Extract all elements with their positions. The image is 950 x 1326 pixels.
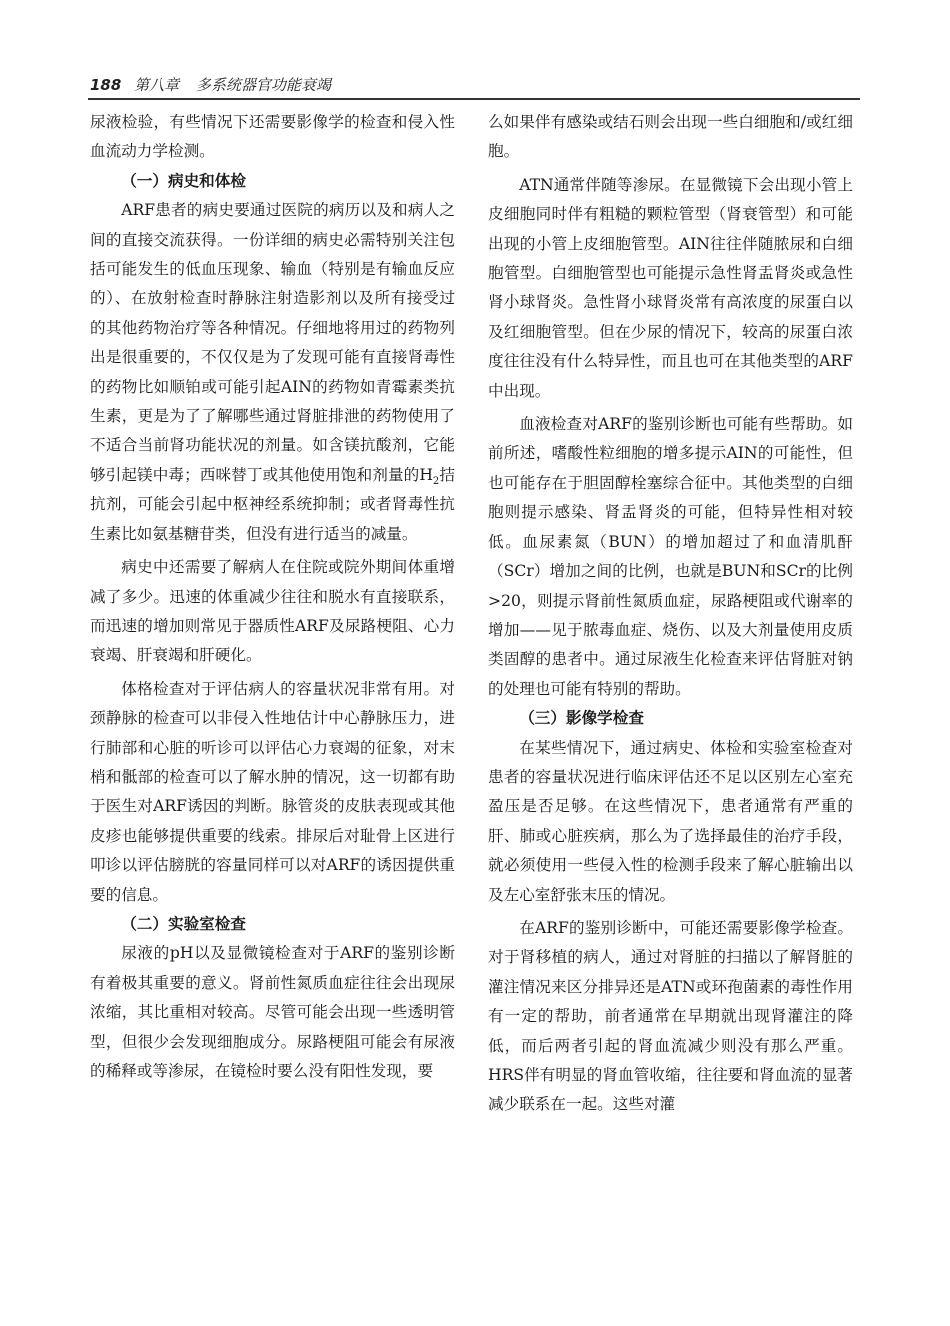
paragraph-blood-test: 血液检查对ARF的鉴别诊断也可能有些帮助。如前所述，嗜酸性粒细胞的增多提示AIN的可能性，但也可能存在于胆固醇栓塞综合征中。其他类型的白细胞则提示感染、肾盂肾炎的可能，但特异性相对较低。血尿素氮（BUN）的增加超过了和血清肌酐（SCr）增加之间的比例，也就是BUN和SCr的比例>20，则提示肾前性氮质血症，尿路梗阻或代谢率的增加——见于脓毒血症、烧伤、以及大剂量使用皮质类固醇的患者中。通过尿液生化检查来评估肾脏对钠的处理也可能有特别的帮助。 (488, 415, 853, 698)
chapter-number: 第八章 (134, 76, 180, 94)
paragraph-continued: 尿液检验，有些情况下还需要影像学的检查和侵入性血流动力学检测。 (90, 113, 455, 161)
section-heading-imaging: （三）影像学检查 (519, 709, 644, 728)
paragraph-continued-right: 么如果伴有感染或结石则会出现一些白细胞和/或红细胞。 (488, 113, 853, 161)
paragraph-atn: ATN通常伴随等渗尿。在显微镜下会出现小管上皮细胞同时伴有粗糙的颗粒管型（肾衰管型）和可能出现的小管上皮细胞管型。AIN往往伴随脓尿和白细胞管型。白细胞管型也可能提示急性肾盂肾炎或急性肾小球肾炎。急性肾小球肾炎常有高浓度的尿蛋白以及红细胞管型。但在少尿的情况下，较高的尿蛋白浓度往往没有什么特异性，而且也可在其他类型的ARF中出现。 (488, 175, 853, 400)
page-number: 188 (90, 76, 122, 94)
paragraph-invasive: 在某些情况下，通过病史、体检和实验室检查对患者的容量状况进行临床评估还不足以区别左心室充盈压是否足够。在这些情况下，患者通常有严重的肝、肺或心脏疾病，那么为了选择最佳的治疗手段，就必须使用一些侵入性的检测手段来了解心脏输出以及左心室舒张末压的情况。 (488, 738, 853, 904)
paragraph-weight: 病史中还需要了解病人在住院或院外期间体重增减了多少。迅速的体重减少往往和脱水有直接联系，而迅速的增加则常见于器质性ARF及尿路梗阻、心力衰竭、肝衰竭和肝硬化。 (90, 558, 455, 665)
paragraph-history (90, 196, 455, 549)
running-header (90, 74, 870, 96)
header-rule (88, 98, 860, 100)
h2-subscript: 2 (432, 475, 440, 487)
paragraph-history-text: ARF患者的病史要通过医院的病历以及和病人之间的直接交流获得。一份详细的病史必需特别关注包括可能发生的低血压现象、输血（特别是有输血反应的）、在放射检查时静脉注射造影剂以及所有接受过的其他药物治疗等各种情况。仔细地将用过的药物列出是很重要的，不仅仅是为了发现可能有直接肾毒性的药物比如顺铂或可能引起AIN的药物如青霉素类抗生素，更是为了了解哪些通过肾脏排泄的药物使用了不适合当前肾功能状况的剂量。如含镁抗酸剂，它能够引起镁中毒；西咪替丁或其他使用饱和剂量的H (90, 201, 455, 484)
paragraph-imaging: 在ARF的鉴别诊断中，可能还需要影像学检查。对于肾移植的病人，通过对肾脏的扫描以了解肾脏的灌注情况来区分排异还是ATN或环孢菌素的毒性作用有一定的帮助，前者通常在早期就出现肾灌注的降低，而后两者引起的肾血流减少则没有那么严重。HRS伴有明显的肾血管收缩，往往要和肾血流的显著减少联系在一起。这些对灌 (488, 918, 853, 1114)
paragraph-urine: 尿液的pH以及显微镜检查对于ARF的鉴别诊断有着极其重要的意义。肾前性氮质血症往往会出现尿浓缩，其比重相对较高。尽管可能会出现一些透明管型，但很少会发现细胞成分。尿路梗阻可能会有尿液的稀释或等渗尿，在镜检时要么没有阳性发现，要 (90, 944, 455, 1080)
chapter-title: 多系统器官功能衰竭 (195, 76, 331, 94)
left-column (90, 108, 455, 1086)
paragraph-history-tail: 拮抗剂，可能会引起中枢神经系统抑制；或者肾毒性抗生素比如氨基糖苷类，但没有进行适当的减量。 (90, 465, 455, 543)
section-heading-history: （一）病史和体检 (121, 171, 246, 190)
paragraph-physical-exam: 体格检查对于评估病人的容量状况非常有用。对颈静脉的检查可以非侵入性地估计中心静脉压力，进行肺部和心脏的听诊可以评估心力衰竭的征象，对末梢和骶部的检查可以了解水肿的情况，这一切都有助于医生对ARF诱因的判断。脉管炎的皮肤表现或其他皮疹也能够提供重要的线索。排尿后对耻骨上区进行叩诊以评估膀胱的容量同样可以对ARF的诱因提供重要的信息。 (90, 679, 455, 904)
right-column (488, 108, 853, 1120)
section-heading-lab: （二）实验室检查 (121, 914, 246, 933)
